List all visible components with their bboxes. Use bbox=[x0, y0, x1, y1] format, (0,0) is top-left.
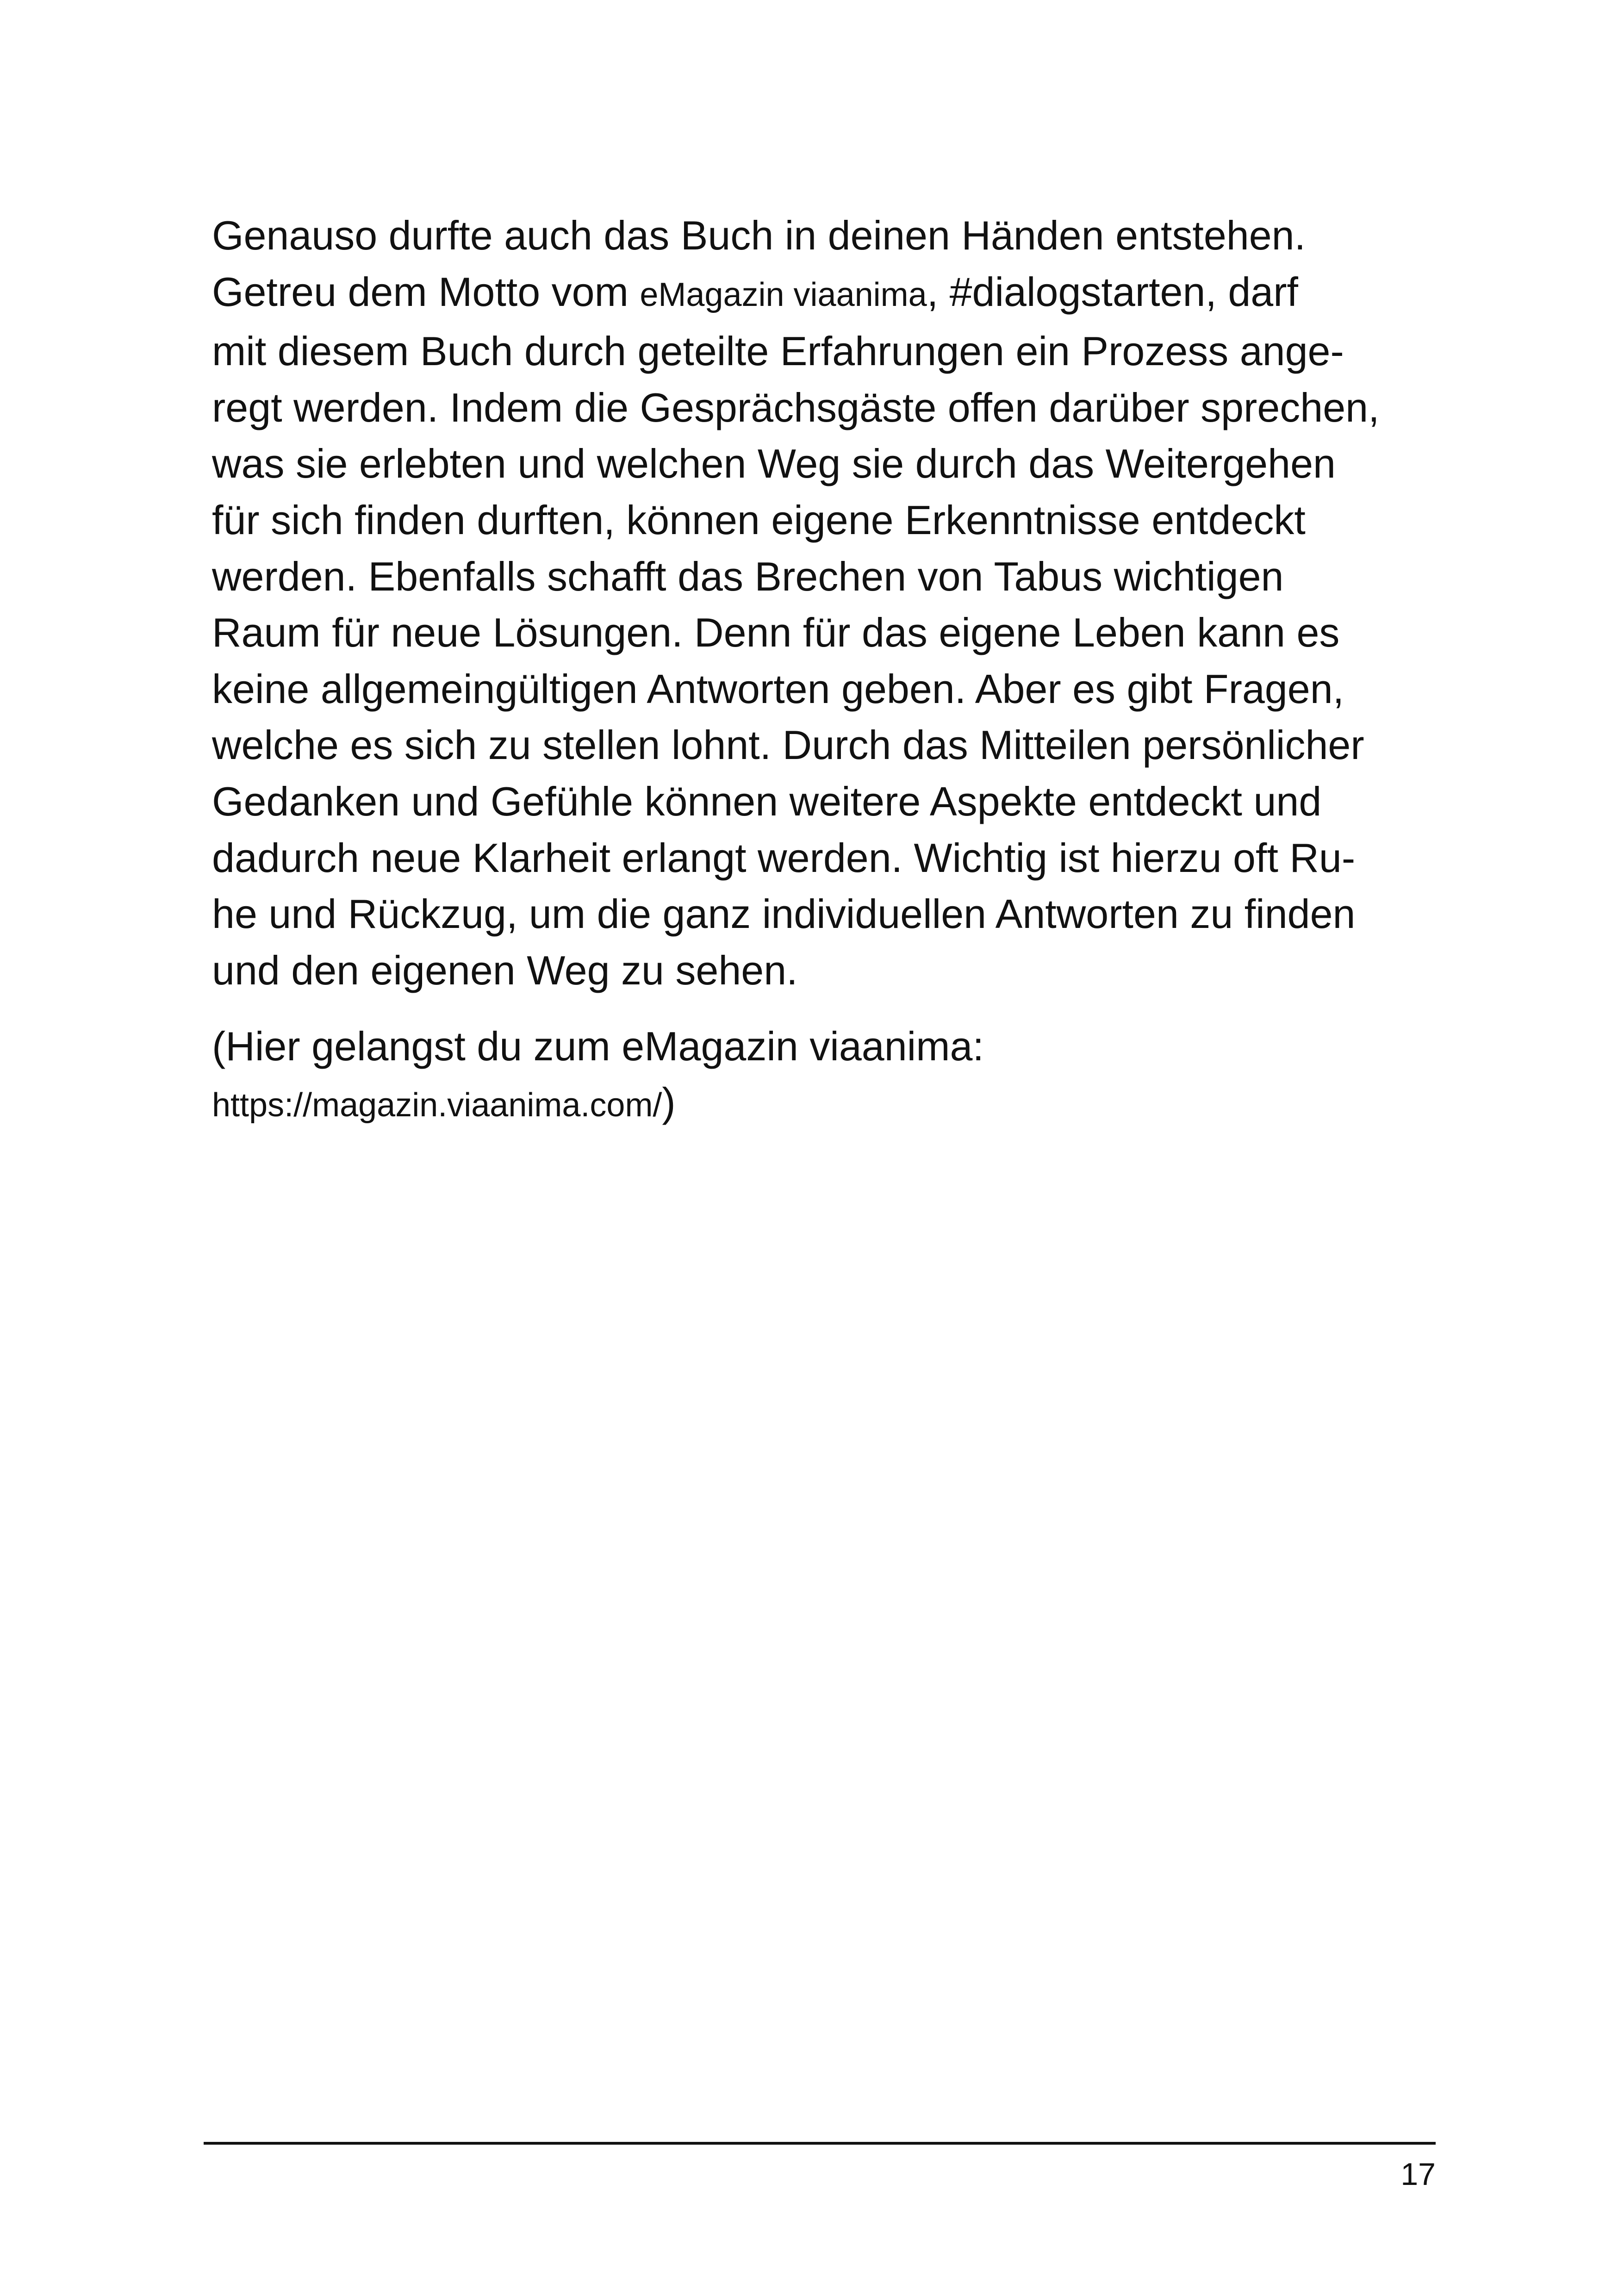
text-line: Genauso durfte auch das Buch in deinen Händen entstehen. bbox=[212, 212, 1306, 258]
text-line: welche es sich zu stellen lohnt. Durch das Mitteilen persönlicher bbox=[212, 722, 1364, 768]
text-line: regt werden. Indem die Gesprächsgäste offen darüber sprechen, bbox=[212, 384, 1380, 430]
text-line: und den eigenen Weg zu sehen. bbox=[212, 947, 798, 993]
magazine-name: eMagazin viaanima bbox=[640, 276, 927, 313]
text-line: mit diesem Buch durch geteilte Erfahrungen ein Prozess ange- bbox=[212, 328, 1344, 374]
text-line: für sich finden durften, können eigene Erkenntnisse entdeckt bbox=[212, 497, 1306, 543]
magazine-link[interactable]: https://magazin.viaanima.com/ bbox=[212, 1087, 662, 1124]
text-line: keine allgemeingültigen Antworten geben. Aber es gibt Fragen, bbox=[212, 666, 1344, 712]
text-run: Getreu dem Motto vom bbox=[212, 268, 640, 315]
text-line: werden. Ebenfalls schafft das Brechen von Tabus wichtigen bbox=[212, 553, 1284, 599]
footer-divider bbox=[204, 2142, 1436, 2145]
text-line: he und Rückzug, um die ganz individuellen Antworten zu finden bbox=[212, 891, 1356, 937]
page-number: 17 bbox=[1400, 2157, 1436, 2192]
link-paragraph bbox=[212, 1018, 1462, 1133]
text-line: dadurch neue Klarheit erlangt werden. Wichtig ist hierzu oft Ru- bbox=[212, 834, 1356, 881]
body-paragraph bbox=[212, 207, 1462, 998]
text-line: Raum für neue Lösungen. Denn für das eigene Leben kann es bbox=[212, 610, 1340, 656]
text-line: (Hier gelangst du zum eMagazin viaanima: bbox=[212, 1023, 984, 1069]
text-line bbox=[212, 264, 1462, 324]
text-line bbox=[212, 1074, 1462, 1133]
text-line: Gedanken und Gefühle können weitere Aspekte entdeckt und bbox=[212, 778, 1322, 824]
text-line: was sie erlebten und welchen Weg sie durch das Weitergehen bbox=[212, 441, 1336, 487]
closing-paren: ) bbox=[662, 1079, 676, 1125]
text-run: , #dialogstarten, darf bbox=[927, 268, 1298, 315]
